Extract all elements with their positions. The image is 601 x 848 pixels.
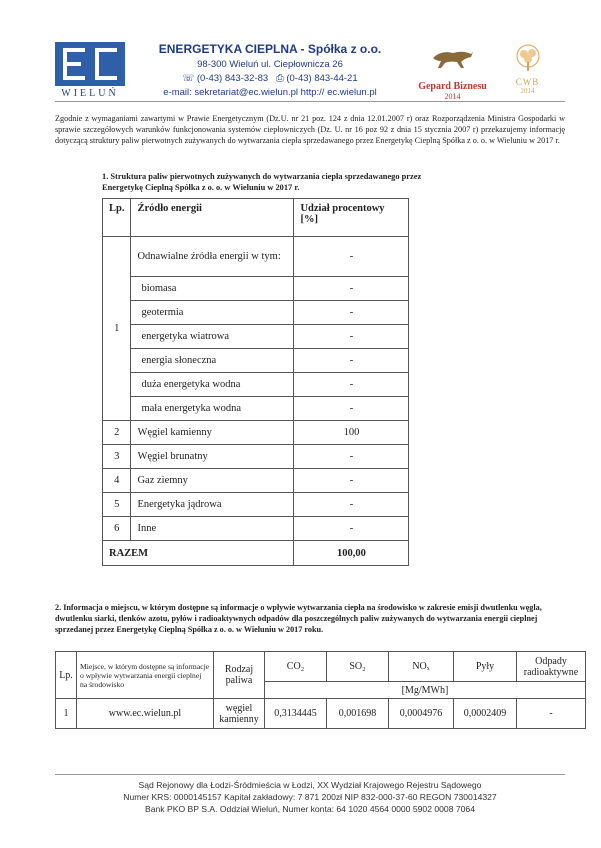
footer-court: Sąd Rejonowy dla Łodzi-Śródmieścia w Łodzi, XX Wydział Krajowego Rejestru Sądowego [138, 780, 482, 790]
award2-title: CWB [515, 77, 540, 87]
intro-paragraph: Zgodnie z wymaganiami zawartymi w Prawie Energetycznym (Dz.U. nr 21 poz. 124 z dnia 12.01.2007 r) oraz Rozporządzenia Ministra Gospodarki w sprawie szczegółowych warunków funkcjonowania systemów ciepłowniczych (Dz. U. nr 16 poz 92 z dnia 15 stycznia 2007 r) przekazujemy informację dotyczącą struktury paliw pierwotnych zużywanych do wytwarzania ciepła sprzedawanego przez Energetykę Cieplną Spółka z o. o. w Wieluniu w 2017 r. [55, 114, 565, 145]
table-header-row [103, 199, 409, 237]
header-fuel: Rodzaj paliwa [214, 652, 265, 699]
award2-year: 2014 [520, 87, 535, 95]
share-cell: - [294, 325, 409, 349]
header-co2: CO₂ [265, 652, 327, 682]
table-header-row [56, 652, 586, 682]
header-place: Miejsce, w którym dostępne są informacje o wpływie wytwarzania energii cieplnej na środowisko [77, 652, 214, 699]
ec-logo-icon [55, 42, 125, 86]
group-lp: 1 [103, 237, 131, 421]
company-phones [140, 73, 400, 84]
dust-cell: 0,0002409 [454, 699, 517, 729]
table-row [103, 397, 409, 421]
table-row [103, 325, 409, 349]
tree-icon [510, 44, 546, 72]
table-row [103, 421, 409, 445]
header-lp: Lp. [103, 199, 131, 237]
company-header [140, 42, 400, 98]
emissions-table [55, 651, 586, 729]
award-gepard [405, 44, 500, 101]
nox-cell: 0,0004976 [389, 699, 454, 729]
share-cell: - [294, 349, 409, 373]
footer-registry: Numer KRS: 0000145157 Kapitał zakładowy: 7 871 200zł NIP 832-000-37-60 REGON 730014327 [123, 792, 497, 802]
award1-title: Gepard Biznesu [418, 81, 487, 92]
logo-text: WIELUŃ [61, 88, 119, 99]
so2-cell: 0,001698 [327, 699, 389, 729]
table-row [103, 469, 409, 493]
cheetah-icon [431, 44, 475, 70]
company-name: ENERGETYKA CIEPLNA - Spółka z o.o. [158, 42, 382, 56]
co2-cell: 0,3134445 [265, 699, 327, 729]
share-cell: - [294, 277, 409, 301]
source-cell: Węgiel brunatny [131, 445, 294, 469]
company-address: 98-300 Wieluń ul. Ciepłownicza 26 [197, 59, 343, 70]
share-cell: - [294, 517, 409, 541]
header-dust: Pyły [454, 652, 517, 682]
header-source: Źródło energii [131, 199, 294, 237]
table-row [103, 373, 409, 397]
source-cell: Inne [131, 517, 294, 541]
section1-heading: 1. Struktura paliw pierwotnych zużywanych do wytwarzania ciepła sprzedawanego przez Energetykę Cieplną Spółka z o. o. w Wieluniu w 2017 r. [102, 172, 422, 192]
header-waste: Odpady radioaktywne [517, 652, 586, 682]
footer-divider [55, 774, 565, 775]
unit-cell: [Mg/MWh] [265, 682, 586, 699]
footer-bank: Bank PKO BP S.A. Oddział Wieluń, Numer konta: 64 1020 4564 0000 5902 0008 7064 [145, 804, 475, 814]
waste-cell: - [517, 699, 586, 729]
table-row [103, 517, 409, 541]
share-cell: - [294, 301, 409, 325]
share-cell: - [294, 237, 409, 277]
lp-cell: 2 [103, 421, 131, 445]
source-cell: geotermia [131, 301, 294, 325]
lp-cell: 1 [56, 699, 77, 729]
award1-year: 2014 [444, 92, 461, 101]
lp-cell: 6 [103, 517, 131, 541]
award-cwb [505, 44, 550, 95]
share-cell: - [294, 493, 409, 517]
fuel-structure-table [102, 198, 409, 566]
source-cell: Gaz ziemny [131, 469, 294, 493]
table-row [103, 277, 409, 301]
share-cell: - [294, 397, 409, 421]
header-so2: SO₂ [327, 652, 389, 682]
source-cell: mała energetyka wodna [131, 397, 294, 421]
share-cell: 100 [294, 421, 409, 445]
phone: ☏ (0-43) 843-32-83 [182, 73, 269, 84]
lp-cell: 4 [103, 469, 131, 493]
lp-cell: 5 [103, 493, 131, 517]
table-row [103, 349, 409, 373]
share-cell: - [294, 373, 409, 397]
header-share: Udział procentowy [%] [294, 199, 409, 237]
total-row [103, 541, 409, 566]
share-cell: - [294, 469, 409, 493]
lp-cell: 3 [103, 445, 131, 469]
footer [55, 779, 565, 815]
source-cell: biomasa [131, 277, 294, 301]
share-cell: - [294, 445, 409, 469]
company-logo [55, 42, 125, 99]
table-row [103, 301, 409, 325]
source-cell: Odnawialne źródła energii w tym: [131, 237, 294, 277]
company-contact: e-mail: sekretariat@ec.wielun.pl http:// ec.wielun.pl [163, 87, 377, 98]
table-row [103, 237, 409, 277]
header-nox: NOₓ [389, 652, 454, 682]
source-cell: duża energetyka wodna [131, 373, 294, 397]
table-row [103, 445, 409, 469]
header-lp: Lp. [56, 652, 77, 699]
total-label: RAZEM [103, 541, 294, 566]
table-row [103, 493, 409, 517]
source-cell: Energetyka jądrowa [131, 493, 294, 517]
fuel-cell: węgiel kamienny [214, 699, 265, 729]
source-cell: Węgiel kamienny [131, 421, 294, 445]
place-cell: www.ec.wielun.pl [77, 699, 214, 729]
section2-heading: 2. Informacja o miejscu, w którym dostępne są informacje o wpływie wytwarzania ciepła na środowisko w zakresie emisji dwutlenku węgla, dwutlenku siarki, tlenków azotu, pyłów i radioaktywnych odpadów dla poszczególnych paliw zużywanych do wytwarzania energii cieplnej sprzedanej przez Energetykę Cieplną Spółka z o. o. w Wieluniu w 2017 roku. [55, 603, 542, 634]
fax: ⎙ (0-43) 843-44-21 [276, 73, 358, 84]
source-cell: energia słoneczna [131, 349, 294, 373]
total-value: 100,00 [294, 541, 409, 566]
table-row [56, 699, 586, 729]
header-divider [55, 101, 565, 102]
source-cell: energetyka wiatrowa [131, 325, 294, 349]
